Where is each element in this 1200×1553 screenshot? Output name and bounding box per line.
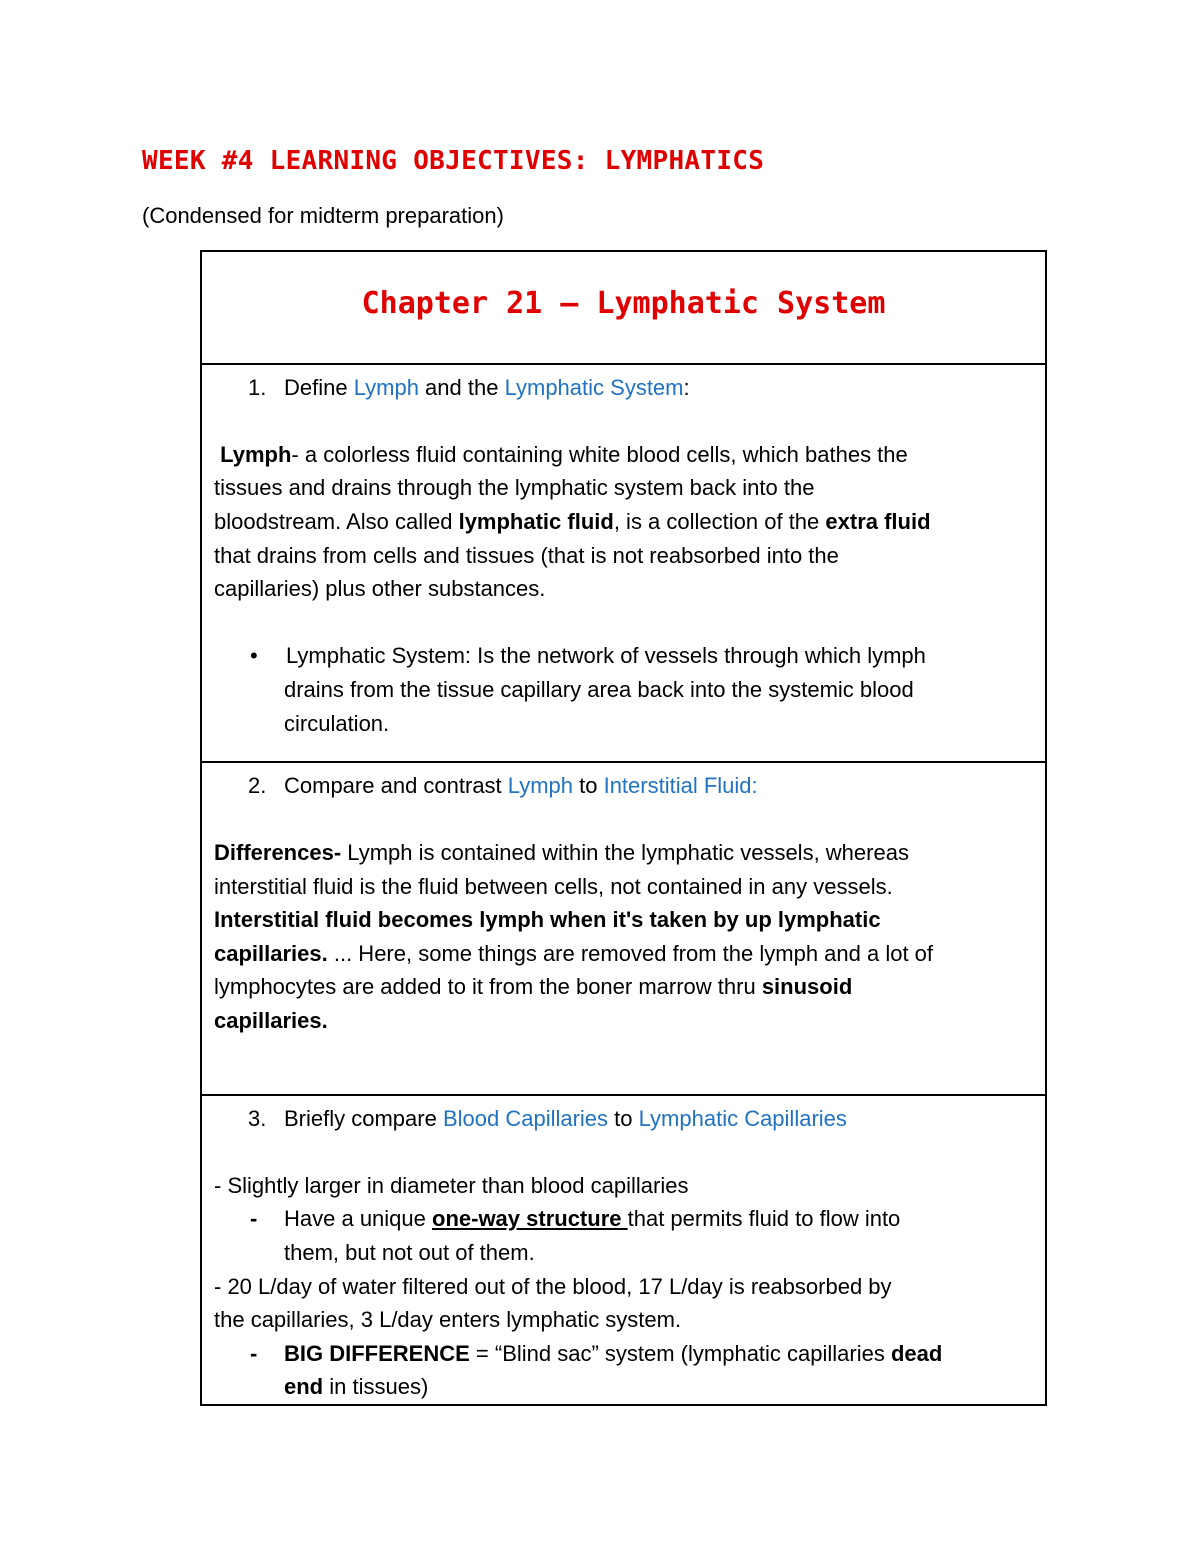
document-title: WEEK #4 LEARNING OBJECTIVES: LYMPHATICS — [142, 146, 765, 176]
lymph-def-3a: bloodstream. Also called — [214, 508, 459, 534]
extra-fluid-bold: extra fluid — [825, 508, 931, 534]
comparison-line-1: - Slightly larger in diameter than blood capillaries — [214, 1172, 689, 1198]
dead-bold: dead — [890, 1340, 943, 1366]
bullet-line-2: drains from the tissue capillary area back into the systemic blood — [284, 676, 914, 702]
q1-prefix: Define — [284, 374, 354, 400]
lymph-term-bold: Lymph — [220, 441, 292, 467]
bullet-line-1: Lymphatic System: Is the network of vessels through which lymph — [286, 643, 926, 669]
objective-3-question — [214, 1102, 1033, 1136]
chapter-heading-row — [202, 252, 1045, 363]
big-difference-cont — [214, 1370, 1033, 1404]
lymph-definition-line-4: that drains from cells and tissues (that is not reabsorbed into the — [214, 542, 839, 568]
one-way-structure-cont: them, but not out of them. — [284, 1240, 535, 1266]
q2-prefix: Compare and contrast — [284, 772, 508, 798]
end-bold: end — [284, 1374, 324, 1400]
filtration-line: - 20 L/day of water filtered out of the blood, 17 L/day is reabsorbed by — [214, 1273, 892, 1299]
objective-3 — [202, 1094, 1045, 1404]
objective-1 — [202, 363, 1045, 761]
one-way-structure-bold: one-way structure — [432, 1206, 628, 1232]
document-subtitle: (Condensed for midterm preparation) — [142, 203, 504, 228]
differences-line-2: interstitial fluid is the fluid between cells, not contained in any vessels. — [214, 873, 893, 899]
one-way-text-a: Have a unique — [284, 1206, 432, 1232]
differences-text-1: Lymph is contained within the lymphatic vessels, whereas — [341, 839, 909, 865]
spacer — [214, 606, 1033, 640]
objective-2-question — [214, 769, 1033, 803]
objective-1-question — [214, 371, 1033, 405]
big-difference-bold: BIG DIFFERENCE — [284, 1340, 476, 1366]
lymphatic-fluid-bold: lymphatic fluid — [458, 508, 614, 534]
dash-marker: - — [250, 1206, 258, 1232]
lymph-definition-line-2: tissues and drains through the lymphatic system back into the — [214, 475, 815, 501]
q1-suffix: : — [683, 374, 690, 400]
differences-line-5 — [214, 970, 1033, 1004]
dash-marker-2: - — [250, 1340, 258, 1366]
differences-text-5: lymphocytes are added to it from the boner marrow thru — [214, 974, 762, 1000]
term-interstitial-fluid: Interstitial Fluid: — [603, 772, 758, 798]
lymph-definition-line-5: capillaries) plus other substances. — [214, 576, 546, 602]
objective-2-number: 2. — [248, 772, 267, 798]
capillaries-bold: capillaries. — [214, 940, 328, 966]
differences-label: Differences- — [214, 839, 342, 865]
differences-line-3: Interstitial fluid becomes lymph when it's taken by up lymphatic — [214, 907, 881, 933]
spacer — [214, 404, 1033, 438]
bullet-line-3: circulation. — [284, 710, 390, 736]
lymph-definition-line-3 — [214, 505, 1033, 539]
chapter-heading: Chapter 21 – Lymphatic System — [361, 285, 886, 321]
q2-mid: to — [573, 772, 604, 798]
lymph-definition-line-1 — [214, 438, 1033, 472]
in-tissues-text: in tissues) — [323, 1374, 429, 1400]
filtration-line-cont: the capillaries, 3 L/day enters lymphatic system. — [214, 1307, 682, 1333]
big-difference-line — [214, 1337, 1033, 1371]
lymphatic-system-bullet — [214, 639, 1033, 673]
objective-3-number: 3. — [248, 1105, 267, 1131]
one-way-structure-line — [214, 1202, 1033, 1236]
term-lymphatic-system: Lymphatic System — [504, 374, 684, 400]
objective-1-number: 1. — [248, 374, 267, 400]
q1-mid: and the — [418, 374, 505, 400]
differences-line-1 — [214, 836, 1033, 870]
term-lymphatic-capillaries: Lymphatic Capillaries — [638, 1105, 847, 1131]
spacer — [214, 1135, 1033, 1169]
sinusoid-bold: sinusoid — [761, 974, 853, 1000]
q3-mid: to — [608, 1105, 639, 1131]
bullet-icon: • — [250, 643, 258, 669]
term-lymph-2: Lymph — [507, 772, 573, 798]
objective-2 — [202, 761, 1045, 1094]
spacer — [214, 802, 1033, 836]
big-difference-text: = “Blind sac” system (lymphatic capillaries — [475, 1340, 891, 1366]
lymph-def-3c: , is a collection of the — [613, 508, 826, 534]
differences-line-6: capillaries. — [214, 1007, 328, 1033]
differences-text-4: ... Here, some things are removed from the lymph and a lot of — [327, 940, 934, 966]
term-blood-capillaries: Blood Capillaries — [442, 1105, 609, 1131]
one-way-text-c: that permits fluid to flow into — [627, 1206, 901, 1232]
differences-line-4 — [214, 937, 1033, 971]
term-lymph: Lymph — [353, 374, 419, 400]
q3-prefix: Briefly compare — [284, 1105, 443, 1131]
objectives-table — [200, 250, 1047, 1406]
lymph-def-1: - a colorless fluid containing white blood cells, which bathes the — [291, 441, 908, 467]
